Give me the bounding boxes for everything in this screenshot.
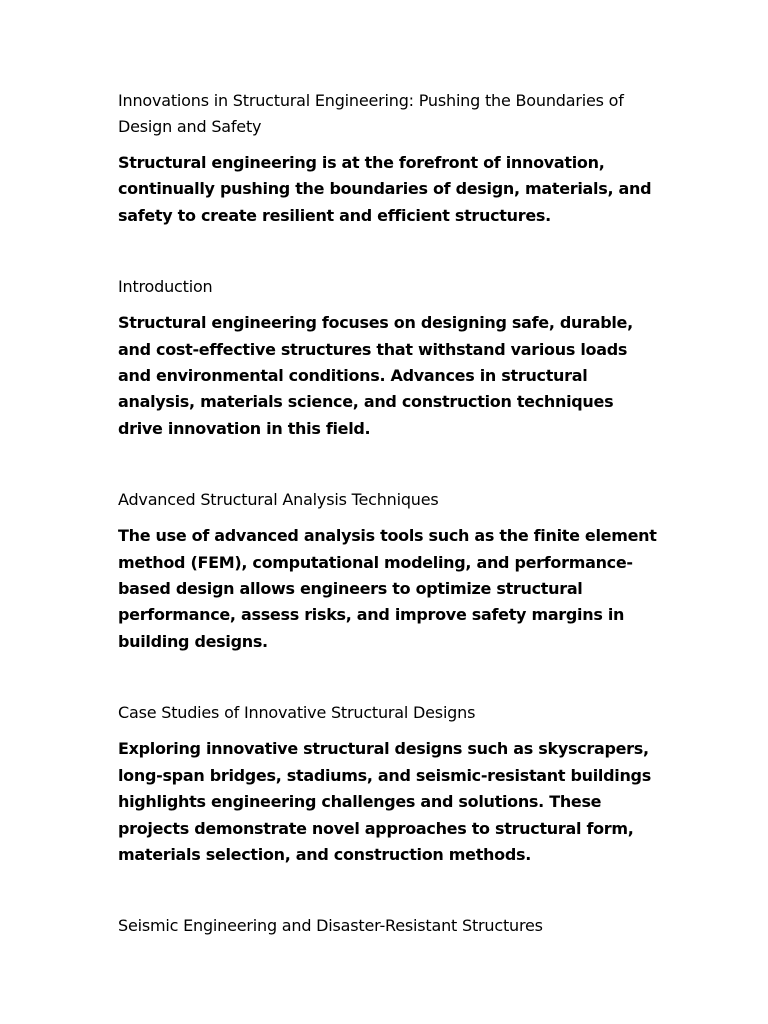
section-seismic-engineering: [118, 913, 658, 939]
section-introduction: [118, 274, 658, 442]
section-heading: Case Studies of Innovative Structural Designs: [118, 703, 476, 723]
document-page: [118, 88, 658, 949]
document-lead: Structural engineering is at the forefront of innovation, continually pushing the boundaries of design, materials, and safety to create resilient and efficient structures.: [118, 153, 652, 225]
section-body: The use of advanced analysis tools such as the finite element method (FEM), computational modeling, and performance-based design allows engineers to optimize structural performance, assess risks, and improve safety margins in building designs.: [118, 526, 657, 651]
section-body: Structural engineering focuses on designing safe, durable, and cost-effective structures that withstand various loads and environmental conditions. Advances in structural analysis, materials science, and construction techniques drive innovation in this field.: [118, 313, 633, 438]
section-heading: Advanced Structural Analysis Techniques: [118, 490, 439, 510]
section-advanced-analysis: [118, 487, 658, 655]
section-body: Exploring innovative structural designs such as skyscrapers, long-span bridges, stadiums, and seismic-resistant buildings highlights engineering challenges and solutions. These projects demonstrate novel approaches to structural form, materials selection, and construction methods.: [118, 739, 651, 864]
title-block: [118, 88, 658, 229]
document-title: Innovations in Structural Engineering: Pushing the Boundaries of Design and Safety: [118, 91, 624, 136]
section-heading: Introduction: [118, 277, 213, 297]
section-case-studies: [118, 700, 658, 868]
section-heading: Seismic Engineering and Disaster-Resistant Structures: [118, 916, 543, 936]
